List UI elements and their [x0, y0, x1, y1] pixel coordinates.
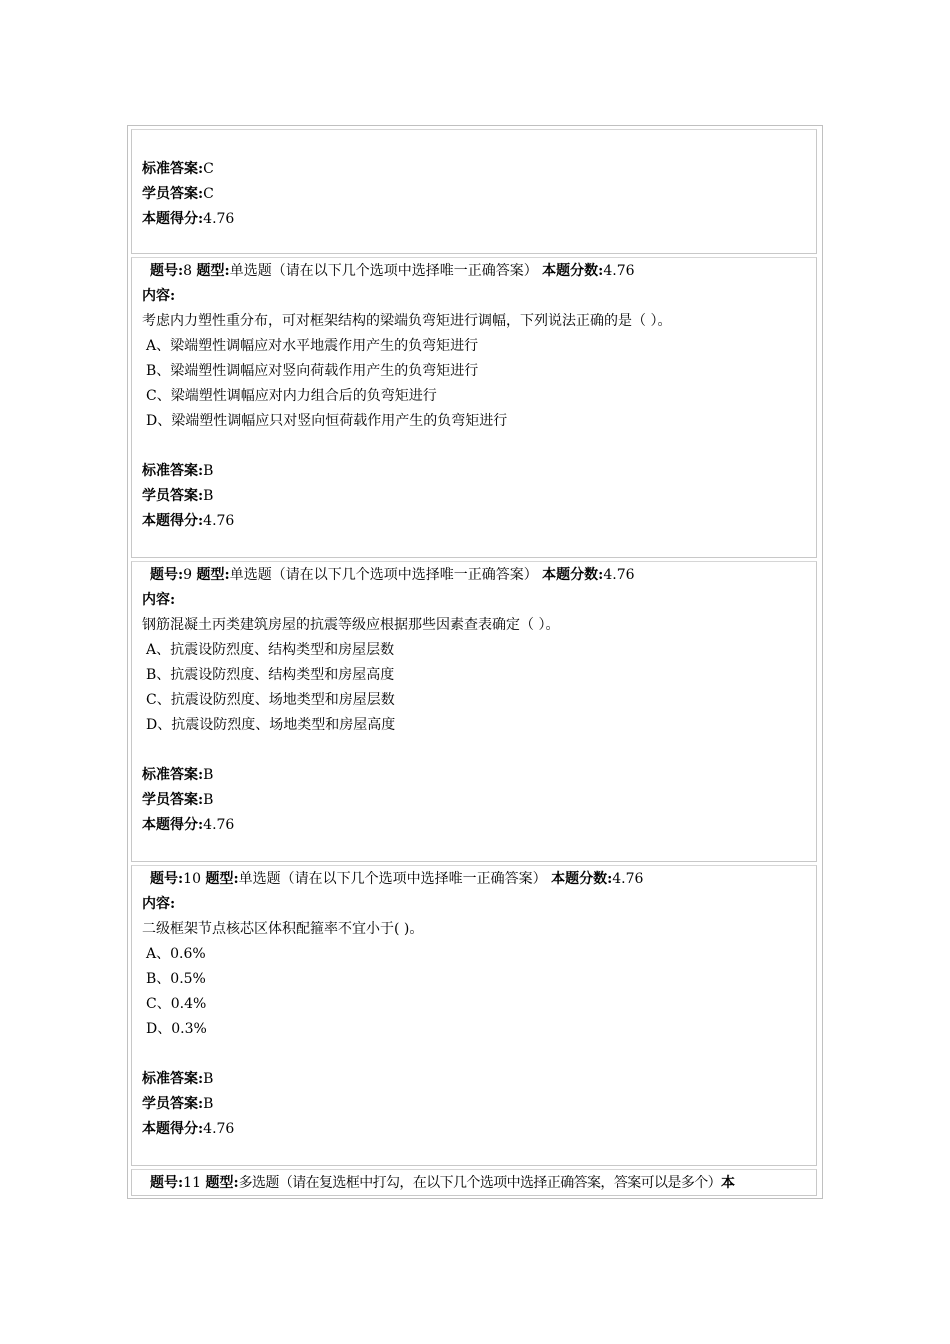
student-answer-label: 学员答案: [142, 792, 204, 808]
question-9-cell [131, 561, 817, 862]
option-a: A、0.6% [146, 946, 206, 962]
student-answer-value: B [203, 1096, 214, 1112]
standard-answer-row [142, 1069, 213, 1089]
content-label: 内容: [142, 288, 176, 304]
question-type-label: 题型: [205, 1175, 239, 1191]
question-type: 单选题（请在以下几个选项中选择唯一正确答案） [229, 567, 538, 583]
question-8-cell [131, 257, 817, 558]
option-b: B、0.5% [146, 971, 206, 987]
question-number-label: 题号: [150, 567, 184, 583]
question-header [150, 869, 643, 889]
question-score: 4.76 [603, 567, 635, 583]
standard-answer-row [142, 765, 213, 785]
standard-answer-label: 标准答案: [142, 463, 204, 479]
question-number: 9 [183, 567, 193, 583]
option-a: A、抗震设防烈度、结构类型和房屋层数 [146, 642, 395, 658]
standard-answer-value: B [203, 1071, 214, 1087]
question-number-label: 题号: [150, 263, 184, 279]
content-label: 内容: [142, 592, 176, 608]
question-text: 钢筋混凝土丙类建筑房屋的抗震等级应根据那些因素查表确定（ ）。 [142, 617, 560, 633]
student-answer-row [142, 184, 214, 204]
student-answer-label: 学员答案: [142, 186, 204, 202]
question-type: 单选题（请在以下几个选项中选择唯一正确答案） [238, 871, 547, 887]
question-type-label: 题型: [196, 567, 230, 583]
earned-score-label: 本题得分: [142, 211, 204, 227]
earned-score-label: 本题得分: [142, 1121, 204, 1137]
question-type-label: 题型: [196, 263, 230, 279]
option-a: A、梁端塑性调幅应对水平地震作用产生的负弯矩进行 [146, 338, 479, 354]
option-d: D、梁端塑性调幅应只对竖向恒荷载作用产生的负弯矩进行 [146, 413, 508, 429]
standard-answer-value: B [203, 767, 214, 783]
earned-score-value: 4.76 [203, 1121, 235, 1137]
earned-score-value: 4.76 [203, 513, 235, 529]
earned-score-row [142, 209, 234, 229]
question-type-label: 题型: [205, 871, 239, 887]
question-score-label-truncated: 本 [721, 1175, 736, 1191]
option-c: C、梁端塑性调幅应对内力组合后的负弯矩进行 [146, 388, 437, 404]
earned-score-row [142, 511, 234, 531]
student-answer-label: 学员答案: [142, 488, 204, 504]
standard-answer-row [142, 461, 213, 481]
option-c: C、抗震设防烈度、场地类型和房屋层数 [146, 692, 395, 708]
standard-answer-label: 标准答案: [142, 161, 204, 177]
standard-answer-row [142, 159, 214, 179]
standard-answer-value: B [203, 463, 214, 479]
question-number: 10 [183, 871, 201, 887]
student-answer-row [142, 486, 213, 506]
option-d: D、抗震设防烈度、场地类型和房屋高度 [146, 717, 396, 733]
question-score-label: 本题分数: [542, 263, 604, 279]
content-label: 内容: [142, 896, 176, 912]
option-b: B、梁端塑性调幅应对竖向荷载作用产生的负弯矩进行 [146, 363, 479, 379]
standard-answer-label: 标准答案: [142, 767, 204, 783]
question-header [150, 261, 635, 281]
earned-score-value: 4.76 [203, 211, 235, 227]
student-answer-value: B [203, 488, 214, 504]
question-header [150, 1173, 735, 1193]
question-text: 考虑内力塑性重分布，可对框架结构的梁端负弯矩进行调幅，下列说法正确的是（ ）。 [142, 313, 672, 329]
question-number-label: 题号: [150, 871, 184, 887]
question-number-label: 题号: [150, 1175, 184, 1191]
student-answer-value: B [203, 792, 214, 808]
question-10-cell [131, 865, 817, 1166]
question-number: 11 [183, 1175, 201, 1191]
earned-score-label: 本题得分: [142, 817, 204, 833]
earned-score-row [142, 1119, 234, 1139]
question-score: 4.76 [612, 871, 644, 887]
question-score-label: 本题分数: [542, 567, 604, 583]
question-type: 多选题（请在复选框中打勾，在以下几个选项中选择正确答案，答案可以是多个） [238, 1175, 722, 1191]
question-type: 单选题（请在以下几个选项中选择唯一正确答案） [229, 263, 538, 279]
question-header [150, 565, 635, 585]
question-11-cell [131, 1169, 817, 1196]
standard-answer-value: C [203, 161, 214, 177]
earned-score-label: 本题得分: [142, 513, 204, 529]
earned-score-value: 4.76 [203, 817, 235, 833]
student-answer-label: 学员答案: [142, 1096, 204, 1112]
option-c: C、0.4% [146, 996, 207, 1012]
results-table [127, 125, 823, 1199]
question-score-label: 本题分数: [551, 871, 613, 887]
option-d: D、0.3% [146, 1021, 207, 1037]
question-text: 二级框架节点核芯区体积配箍率不宜小于( )。 [142, 921, 424, 937]
question-7-cell [131, 129, 817, 254]
earned-score-row [142, 815, 234, 835]
student-answer-row [142, 1094, 213, 1114]
question-number: 8 [183, 263, 193, 279]
question-score: 4.76 [603, 263, 635, 279]
student-answer-value: C [203, 186, 214, 202]
student-answer-row [142, 790, 213, 810]
standard-answer-label: 标准答案: [142, 1071, 204, 1087]
option-b: B、抗震设防烈度、结构类型和房屋高度 [146, 667, 395, 683]
